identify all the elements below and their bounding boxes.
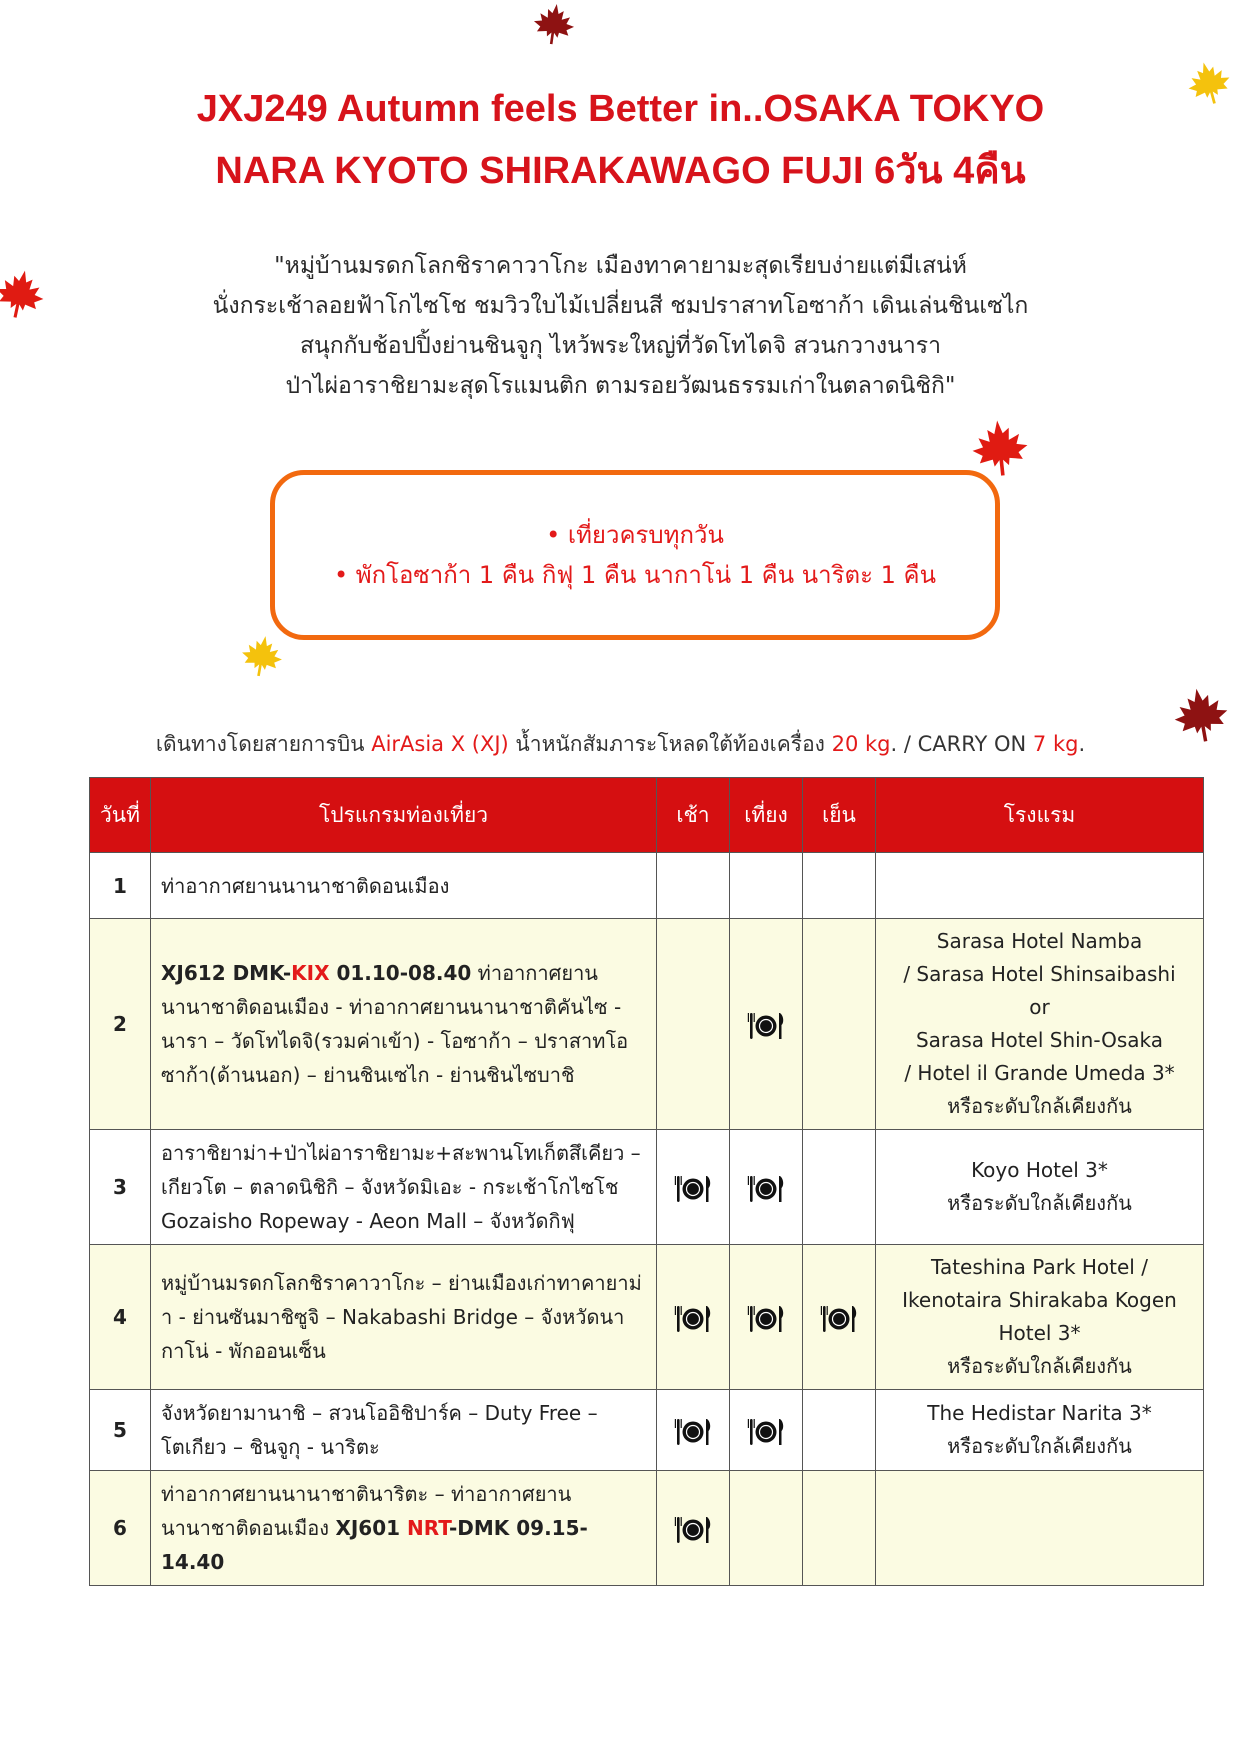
header-program: โปรแกรมท่องเที่ยว: [151, 778, 657, 853]
highlights-box: [270, 470, 1000, 640]
lunch-cell: [730, 1390, 803, 1471]
day-number: 4: [90, 1245, 151, 1390]
day-program: หมู่บ้านมรดกโลกชิราคาวาโกะ – ย่านเมืองเก่าทาคายาม่า - ย่านซันมาชิซูจิ – Nakabashi Bridge – จังหวัดนากาโน่ - พักออนเซ็น: [151, 1245, 657, 1390]
hotel-line: หรือระดับใกล้เคียงกัน: [947, 1191, 1132, 1215]
day-program: [151, 1471, 657, 1586]
dinner-cell: [803, 1471, 876, 1586]
meal-icon: [746, 1304, 786, 1334]
title-line-2: NARA KYOTO SHIRAKAWAGO FUJI 6วัน 4คืน: [215, 150, 1026, 192]
airline-info: [0, 728, 1241, 761]
lunch-cell: [730, 1130, 803, 1245]
day-program: ท่าอากาศยานนานาชาติดอนเมือง: [151, 853, 657, 919]
hotel-cell: [876, 853, 1204, 919]
breakfast-cell: [657, 853, 730, 919]
hotel-cell: [876, 1245, 1204, 1390]
hotel-line: Tateshina Park Hotel /: [931, 1255, 1148, 1279]
breakfast-cell: [657, 1390, 730, 1471]
dinner-cell: [803, 919, 876, 1130]
day-program: จังหวัดยามานาชิ – สวนโออิชิปาร์ค – Duty Free – โตเกียว – ชินจูกุ - นาริตะ: [151, 1390, 657, 1471]
flight-time: -DMK 09.15-14.40: [161, 1516, 588, 1574]
breakfast-cell: [657, 1245, 730, 1390]
flight-time: 01.10-08.40: [329, 961, 472, 985]
maple-leaf-icon: [237, 631, 288, 682]
maple-leaf-icon: [529, 0, 579, 49]
program-text: ท่าอากาศยานนานาชาตินาริตะ – ท่าอากาศยานนานาชาติดอนเมือง: [161, 1482, 572, 1540]
day-number: 3: [90, 1130, 151, 1245]
table-row: [90, 1471, 1204, 1586]
intro-line: "หมู่บ้านมรดกโลกชิราคาวาโกะ เมืองทาคายามะสุดเรียบง่ายแต่มีเสน่ห์: [274, 253, 967, 279]
meal-icon: [746, 1011, 786, 1041]
meal-icon: [819, 1304, 859, 1334]
meal-icon: [746, 1174, 786, 1204]
header-dinner: เย็น: [803, 778, 876, 853]
intro-quote: [0, 246, 1241, 406]
meal-icon: [746, 1417, 786, 1447]
day-number: 5: [90, 1390, 151, 1471]
program-text: ท่าอากาศยานนานาชาติดอนเมือง - ท่าอากาศยานนานาชาติคันไซ - นารา – วัดโทไดจิ(รวมค่าเข้า) - โอซาก้า – ปราสาทโอซาก้า(ด้านนอก) – ย่านชินเซไก - ย่านชินไซบาชิ: [161, 961, 629, 1087]
lunch-cell: [730, 1245, 803, 1390]
intro-line: นั่งกระเช้าลอยฟ้าโกไซโช ชมวิวใบไม้เปลี่ยนสี ชมปราสาทโอซาก้า เดินเล่นชินเซไก: [212, 293, 1029, 319]
hotel-line: Sarasa Hotel Shin-Osaka: [915, 1028, 1164, 1052]
title-line-1: JXJ249 Autumn feels Better in..OSAKA TOKYO: [196, 88, 1045, 130]
hotel-line: Koyo Hotel 3*: [971, 1158, 1108, 1182]
header-breakfast: เช้า: [657, 778, 730, 853]
dinner-cell: [803, 853, 876, 919]
day-number: 6: [90, 1471, 151, 1586]
hotel-cell: [876, 1130, 1204, 1245]
day-number: 2: [90, 919, 151, 1130]
table-row: [90, 1245, 1204, 1390]
meal-icon: [673, 1174, 713, 1204]
hotel-line: / Sarasa Hotel Shinsaibashi: [903, 962, 1176, 986]
table-row: [90, 853, 1204, 919]
hotel-line: Sarasa Hotel Namba: [936, 929, 1143, 953]
table-row: [90, 1390, 1204, 1471]
airport-code: KIX: [291, 961, 330, 985]
flight-code: XJ601: [335, 1516, 408, 1540]
hotel-line: หรือระดับใกล้เคียงกัน: [947, 1354, 1132, 1378]
highlight-item: • พักโอซาก้า 1 คืน กิฟุ 1 คืน นากาโน่ 1 คืน นาริตะ 1 คืน: [333, 561, 936, 589]
meal-icon: [673, 1515, 713, 1545]
airline-prefix: เดินทางโดยสายการบิน: [155, 732, 372, 756]
table-row: [90, 1130, 1204, 1245]
lunch-cell: [730, 853, 803, 919]
intro-line: สนุกกับช้อปปิ้งย่านชินจูกุ ไหว้พระใหญ่ที่วัดโทไดจิ สวนกวางนารา: [299, 333, 942, 359]
flight-code: XJ612 DMK-: [161, 961, 292, 985]
meal-icon: [673, 1304, 713, 1334]
header-lunch: เที่ยง: [730, 778, 803, 853]
dinner-cell: [803, 1130, 876, 1245]
carry-on-weight: 7 kg: [1032, 732, 1079, 756]
hotel-line: หรือระดับใกล้เคียงกัน: [947, 1094, 1132, 1118]
day-number: 1: [90, 853, 151, 919]
page-title: [0, 78, 1241, 202]
airline-baggage-label: น้ำหนักสัมภาระโหลดใต้ท้องเครื่อง: [508, 732, 832, 756]
day-program: อาราชิยาม่า+ป่าไผ่อาราชิยามะ+สะพานโทเก็ตสึเคียว – เกียวโต – ตลาดนิชิกิ – จังหวัดมิเอะ - กระเช้าโกไซโช Gozaisho Ropeway - Aeon Mall – จังหวัดกิฟุ: [151, 1130, 657, 1245]
airline-end: .: [1078, 732, 1086, 756]
hotel-line: หรือระดับใกล้เคียงกัน: [947, 1434, 1132, 1458]
hotel-cell: [876, 1390, 1204, 1471]
airport-code: NRT: [407, 1516, 449, 1540]
intro-line: ป่าไผ่อาราชิยามะสุดโรแมนติก ตามรอยวัฒนธรรมเก่าในตลาดนิชิกิ": [285, 373, 956, 399]
day-program: [151, 919, 657, 1130]
breakfast-cell: [657, 1471, 730, 1586]
dinner-cell: [803, 1245, 876, 1390]
header-hotel: โรงแรม: [876, 778, 1204, 853]
lunch-cell: [730, 919, 803, 1130]
breakfast-cell: [657, 919, 730, 1130]
carry-on-label: . / CARRY ON: [890, 732, 1033, 756]
table-header-row: [90, 778, 1204, 853]
meal-icon: [673, 1417, 713, 1447]
lunch-cell: [730, 1471, 803, 1586]
table-row: [90, 919, 1204, 1130]
airline-name: AirAsia X (XJ): [371, 732, 509, 756]
hotel-line: or: [1029, 995, 1050, 1019]
hotel-line: Ikenotaira Shirakaba Kogen: [902, 1288, 1177, 1312]
highlight-item: • เที่ยวครบทุกวัน: [546, 521, 724, 549]
baggage-weight: 20 kg: [831, 732, 891, 756]
hotel-line: / Hotel il Grande Umeda 3*: [904, 1061, 1175, 1085]
breakfast-cell: [657, 1130, 730, 1245]
itinerary-table: [89, 777, 1204, 1586]
hotel-line: The Hedistar Narita 3*: [927, 1401, 1152, 1425]
dinner-cell: [803, 1390, 876, 1471]
hotel-cell: [876, 1471, 1204, 1586]
hotel-cell: [876, 919, 1204, 1130]
hotel-line: Hotel 3*: [998, 1321, 1081, 1345]
header-day: วันที่: [90, 778, 151, 853]
